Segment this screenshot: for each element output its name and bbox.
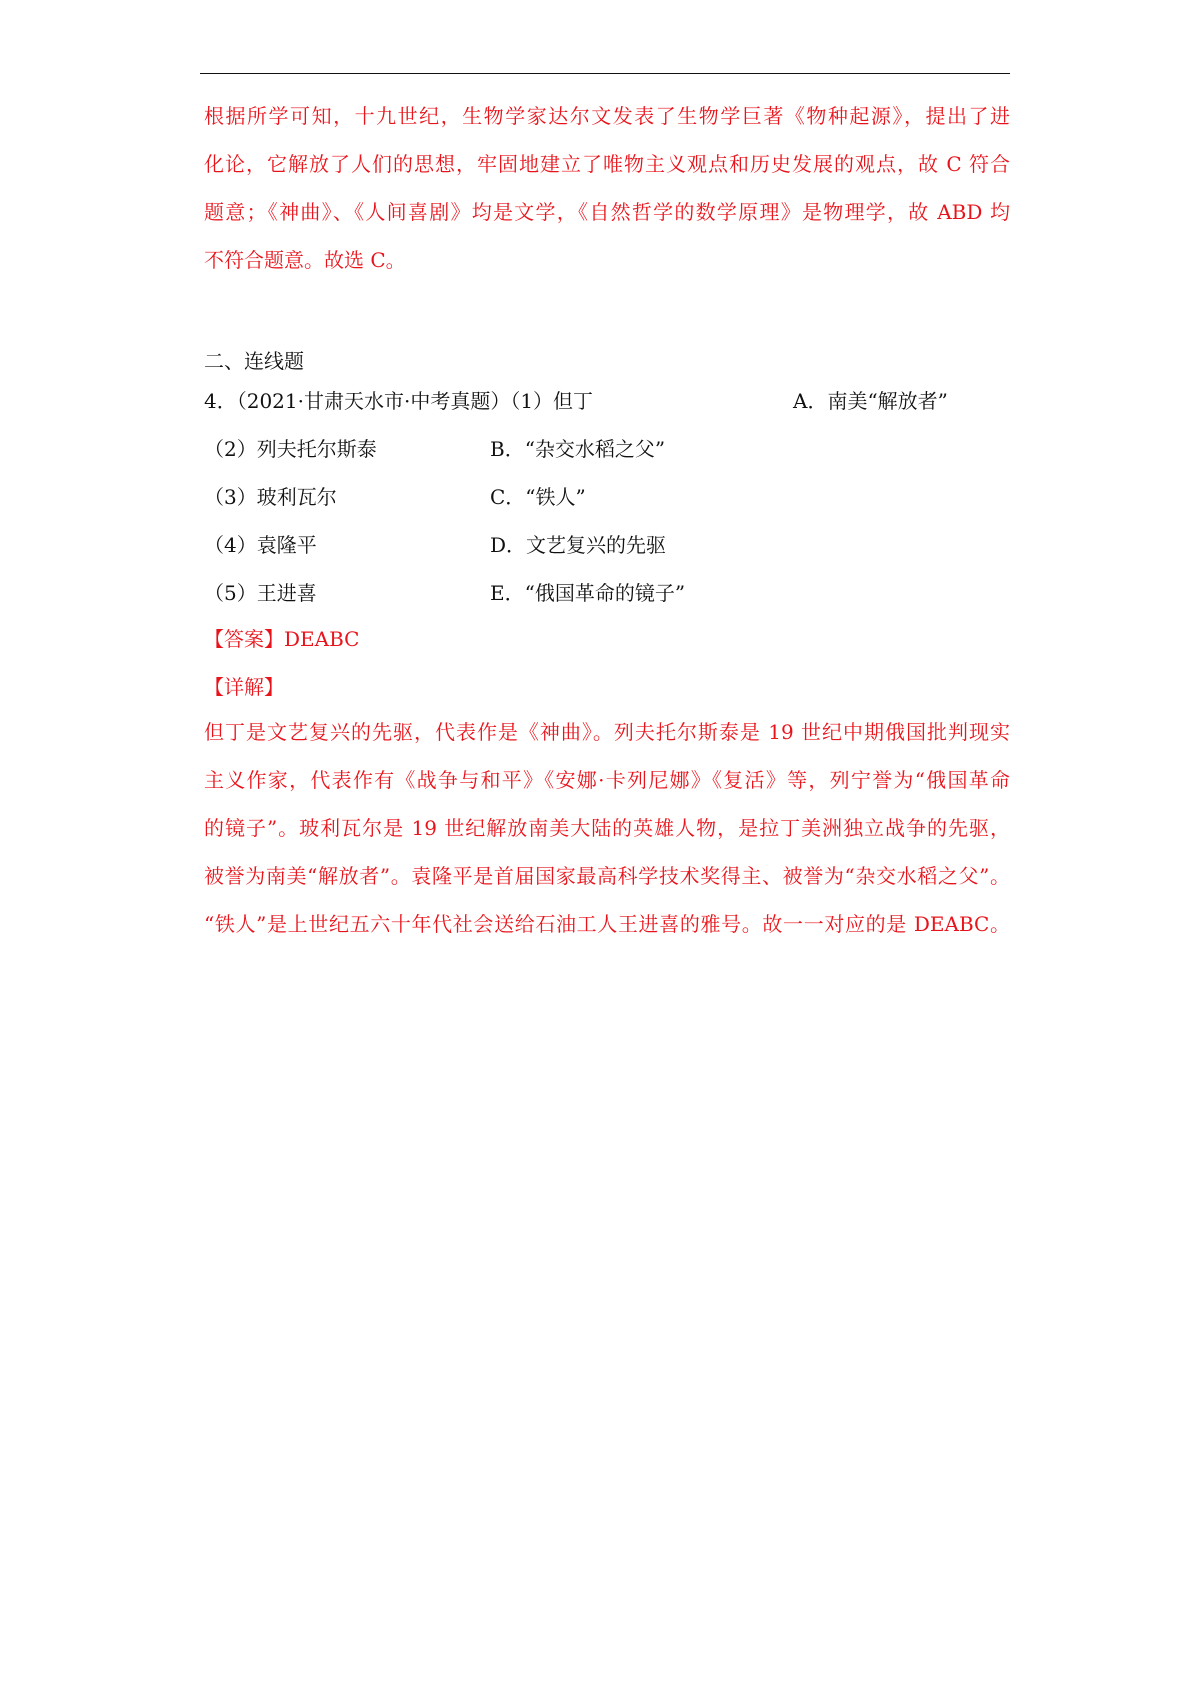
match-right-item: D．文艺复兴的先驱 [490, 533, 667, 557]
answer-label: 【答案】 [204, 627, 284, 651]
match-option-a: A．南美“解放者” [793, 389, 948, 413]
header-rule [200, 73, 1010, 74]
match-right-item: B．“杂交水稻之父” [490, 437, 666, 461]
detail-line: 但丁是文艺复兴的先驱，代表作是《神曲》。列夫托尔斯泰是 19 世纪中期俄国批判现实 [204, 720, 1010, 744]
match-left-item: （2）列夫托尔斯泰 [204, 437, 377, 461]
answer-line [204, 625, 359, 653]
detail-explanation [204, 708, 1010, 948]
answer-value: DEABC [284, 627, 360, 651]
detail-line: 主义作家，代表作有《战争与和平》《安娜·卡列尼娜》《复活》等，列宁誉为“俄国革命 [204, 768, 1010, 792]
explanation-line: 根据所学可知，十九世纪，生物学家达尔文发表了生物学巨著《物种起源》，提出了进 [204, 104, 1010, 128]
detail-line: 被誉为南美“解放者”。袁隆平是首届国家最高科学技术奖得主、被誉为“杂交水稻之父”。 [204, 864, 1010, 888]
section-title: 二、连线题 [204, 349, 304, 373]
match-left-item: （5）王进喜 [204, 581, 317, 605]
match-left-item: （4）袁隆平 [204, 533, 317, 557]
explanation-line: 不符合题意。故选 C。 [204, 248, 406, 272]
match-right-item: E．“俄国革命的镜子” [490, 581, 686, 605]
match-right-item: C．“铁人” [490, 485, 586, 509]
explanation-line: 化论，它解放了人们的思想，牢固地建立了唯物主义观点和历史发展的观点，故 C 符合 [204, 152, 1010, 176]
detail-line: “铁人”是上世纪五六十年代社会送给石油工人王进喜的雅号。故一一对应的是 DEABC。 [204, 912, 1010, 936]
question-stem: 4．（2021·甘肃天水市·中考真题）（1）但丁 [204, 389, 594, 413]
match-left-item: （3）玻利瓦尔 [204, 485, 337, 509]
explanation-line: 题意；《神曲》、《人间喜剧》均是文学，《自然哲学的数学原理》是物理学，故 ABD 均 [204, 200, 1010, 224]
detail-label: 【详解】 [204, 675, 284, 699]
previous-explanation [204, 92, 1010, 284]
detail-line: 的镜子”。玻利瓦尔是 19 世纪解放南美大陆的英雄人物，是拉丁美洲独立战争的先驱， [204, 816, 1010, 840]
